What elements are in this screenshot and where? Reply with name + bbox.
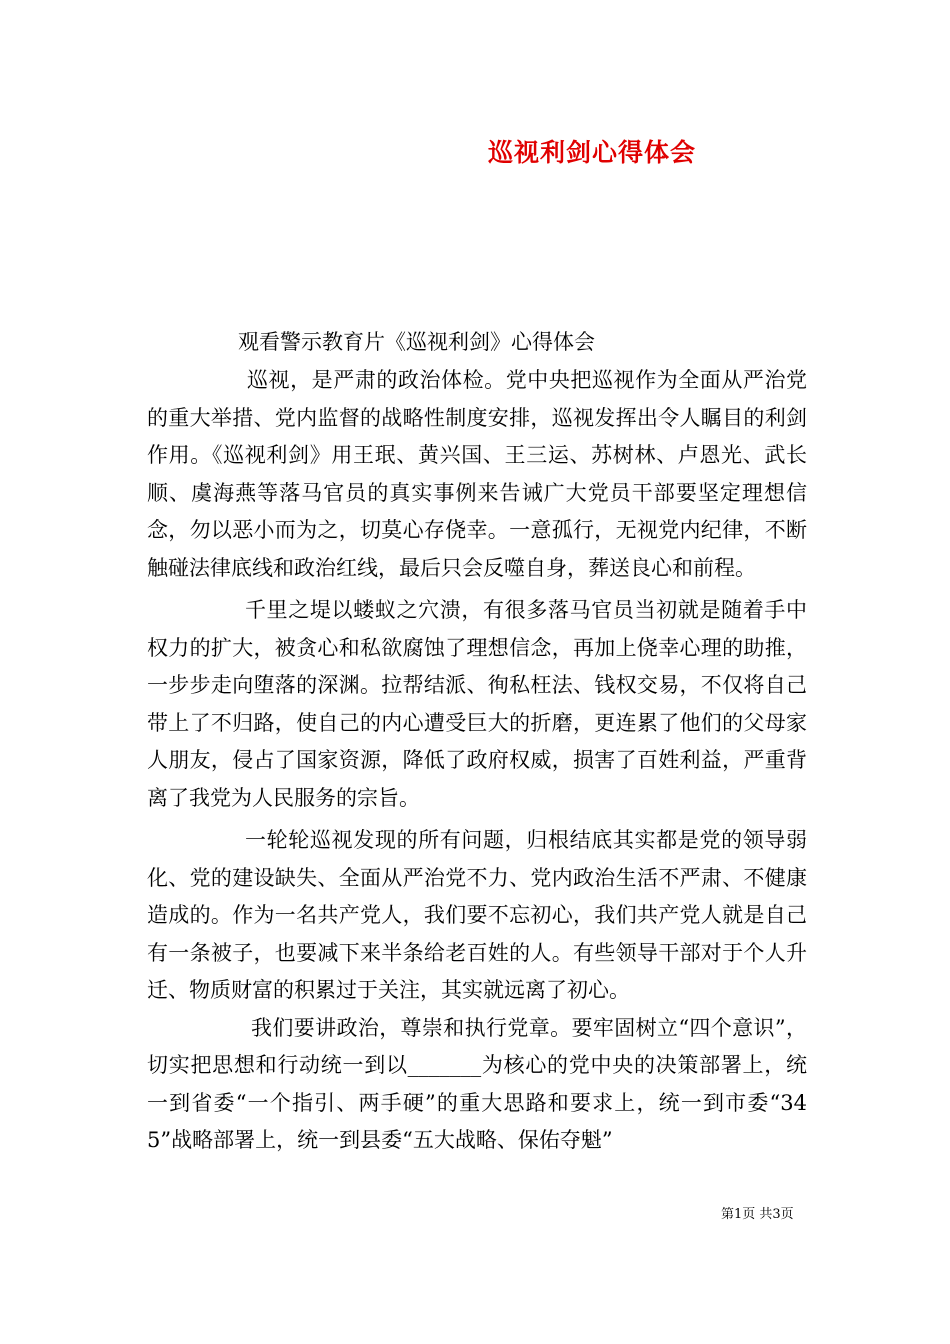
- paragraph: 千里之堤以蝼蚁之穴溃，有很多落马官员当初就是随着手中权力的扩大，被贪心和私欲腐蚀了理想信念，再加上侥幸心理的助推，一步步走向堕落的深渊。拉帮结派、徇私枉法、钱权交易，不仅将自己带上了不归路，使自己的内心遭受巨大的折磨，更连累了他们的父母家人朋友，侵占了国家资源，降低了政府权威，损害了百姓利益，严重背离了我党为人民服务的宗旨。: [147, 598, 807, 810]
- paragraph: 我们要讲政治，尊崇和执行党章。要牢固树立“四个意识”，切实把思想和行动统一到以_______为核心的党中央的决策部署上，统一到省委“一个指引、两手硬”的重大思路和要求上，统一到市委“345”战略部署上，统一到县委“五大战略、保佑夺魁”: [147, 1015, 807, 1152]
- page-footer: 第1页 共3页: [721, 1207, 794, 1222]
- paragraph: 一轮轮巡视发现的所有问题，归根结底其实都是党的领导弱化、党的建设缺失、全面从严治党不力、党内政治生活不严肃、不健康造成的。作为一名共产党人，我们要不忘初心，我们共产党人就是自己有一条被子，也要减下来半条给老百姓的人。有些领导干部对于个人升迁、物质财富的积累过于关注，其实就远离了初心。: [147, 828, 807, 1002]
- paragraph: 巡视，是严肃的政治体检。党中央把巡视作为全面从严治党的重大举措、党内监督的战略性制度安排，巡视发挥出令人瞩目的利剑作用。《巡视利剑》用王珉、黄兴国、王三运、苏树林、卢恩光、武长顺、虞海燕等落马官员的真实事例来告诫广大党员干部要坚定理想信念，勿以恶小而为之，切莫心存侥幸。一意孤行，无视党内纪律，不断触碰法律底线和政治红线，最后只会反噬自身，葬送良心和前程。: [147, 368, 807, 580]
- document-title: 巡视利剑心得体会: [488, 138, 697, 167]
- document-body: [147, 362, 807, 1160]
- document-subtitle: 观看警示教育片《巡视利剑》心得体会: [238, 330, 595, 354]
